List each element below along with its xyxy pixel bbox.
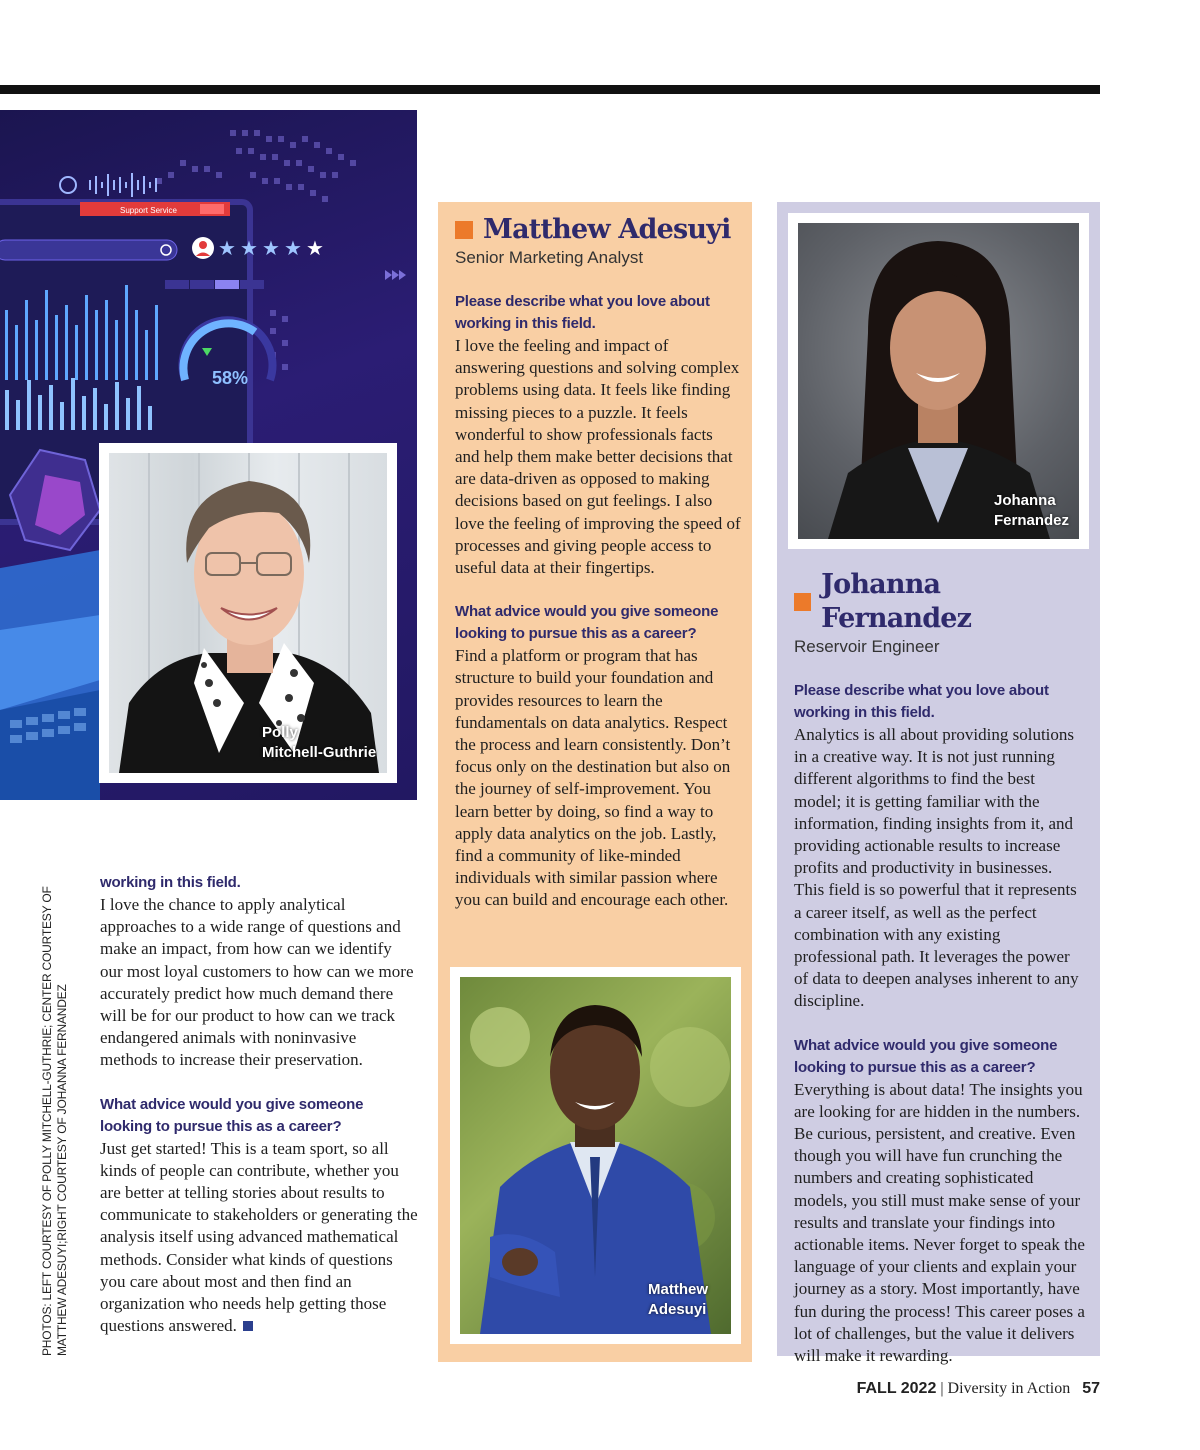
orange-square-icon (794, 593, 811, 611)
johanna-answer-1: Analytics is all about providing solutions in a creative way. It is not just running different algorithms to find the best model; it is getting familiar with the information, finding insights from it, and providing actionable results to increase profits and productivity in businesses. This field is so powerful that it represents a career itself, as well as the perfect combination with any existing professional path. It leverages the power of data to deepen analyses inherent to any discipline. (794, 725, 1079, 1011)
svg-text:Support Service: Support Service (120, 206, 177, 215)
matthew-caption: Matthew Adesuyi (648, 1281, 708, 1318)
polly-caption: Polly Mitchell-Guthrie (262, 724, 377, 761)
footer-magazine: Diversity in Action (947, 1380, 1071, 1397)
page-footer (857, 1378, 1100, 1400)
matthew-role: Senior Marketing Analyst (455, 248, 644, 267)
answer-1: I love the chance to apply analytical approaches to a wide range of questions and make an impact, from how can we identify our most loyal customers to how can we more accurately predict how much demand there will be for our product to how can we track endangered animals with noninvasive methods to increase their preservation. (100, 895, 414, 1070)
end-mark-icon (243, 1321, 253, 1331)
footer-season: FALL 2022 (856, 1380, 937, 1397)
matthew-photo-frame (450, 967, 741, 1344)
question-1-tail: working in this field. (100, 874, 241, 891)
johanna-role: Reservoir Engineer (794, 637, 940, 656)
question-2: What advice would you give someone looking to pursue this as a career? (100, 1095, 364, 1135)
svg-text:58%: 58% (212, 368, 249, 388)
svg-text:★: ★ (306, 236, 324, 260)
johanna-answer-2: Everything is about data! The insights you are looking for are hidden in the numbers. Be curious, persistent, and creative. Even though you will have fun crunching the numbers and creating sophisticated models, you still must make sense of your results and translate your findings into actionable items. Never forget to speak the language of your clients and explain your journey as a story. Most importantly, have fun during the process! This career poses a lot of challenges, but the value it delivers will make it rewarding. (794, 1079, 1085, 1366)
footer-separator: | (940, 1380, 944, 1397)
johanna-question-2: What advice would you give someone looking to pursue this as a career? (794, 1036, 1058, 1076)
polly-photo-frame (99, 443, 397, 783)
johanna-caption: Johanna Fernandez (994, 492, 1070, 529)
left-column (100, 872, 418, 1337)
johanna-text (794, 568, 1086, 1367)
johanna-question-1: Please describe what you love about working in this field. (794, 682, 1049, 721)
svg-text:★: ★ (284, 236, 302, 260)
svg-text:★: ★ (218, 236, 236, 260)
matthew-question-1: Please describe what you love about working in this field. (455, 293, 710, 332)
photo-credit: PHOTOS: LEFT COURTESY OF POLLY MITCHELL-GUTHRIE; CENTER COURTESY OF MATTHEW ADESUYI;RIGHT COURTESY OF JOHANNA FERNANDEZ (40, 886, 69, 1356)
page-number: 57 (1082, 1380, 1100, 1397)
matthew-text (455, 213, 741, 912)
matthew-name: Matthew Adesuyi (455, 213, 741, 247)
johanna-name: Johanna Fernandez (794, 568, 1086, 636)
svg-text:★: ★ (240, 236, 258, 260)
top-rule (0, 85, 1100, 94)
orange-square-icon (455, 221, 473, 239)
matthew-answer-1: I love the feeling and impact of answering questions and solving complex problems using data. It feels like finding missing pieces to a puzzle. It feels wonderful to show professionals facts and help them make better decisions that are data-driven as opposed to making decisions based on gut feelings. I also love the feeling of improving the speed of processes and giving people access to useful data at their fingertips. (455, 336, 741, 578)
matthew-question-2: What advice would you give someone looking to pursue this as a career? (455, 603, 719, 643)
answer-2: Just get started! This is a team sport, so all kinds of people can contribute, whether you are better at telling stories about results to communicate to stakeholders or generating the analysis itself using advanced mathematical methods. Consider what kinds of questions you care about most and then find an organization who needs help getting those questions answered. (100, 1138, 418, 1336)
svg-text:★: ★ (262, 236, 280, 260)
johanna-photo-frame (788, 213, 1089, 549)
matthew-answer-2: Find a platform or program that has structure to build your foundation and provides resources to learn the fundamentals on data analytics. Respect the process and learn consistently. Don’t focus only on the destination but also on the journey of self-improvement. You learn better by doing, so find a way to apply data analytics on the job. Lastly, find a community of like-minded individuals with similar passion where you can build and encourage each other. (455, 646, 731, 910)
